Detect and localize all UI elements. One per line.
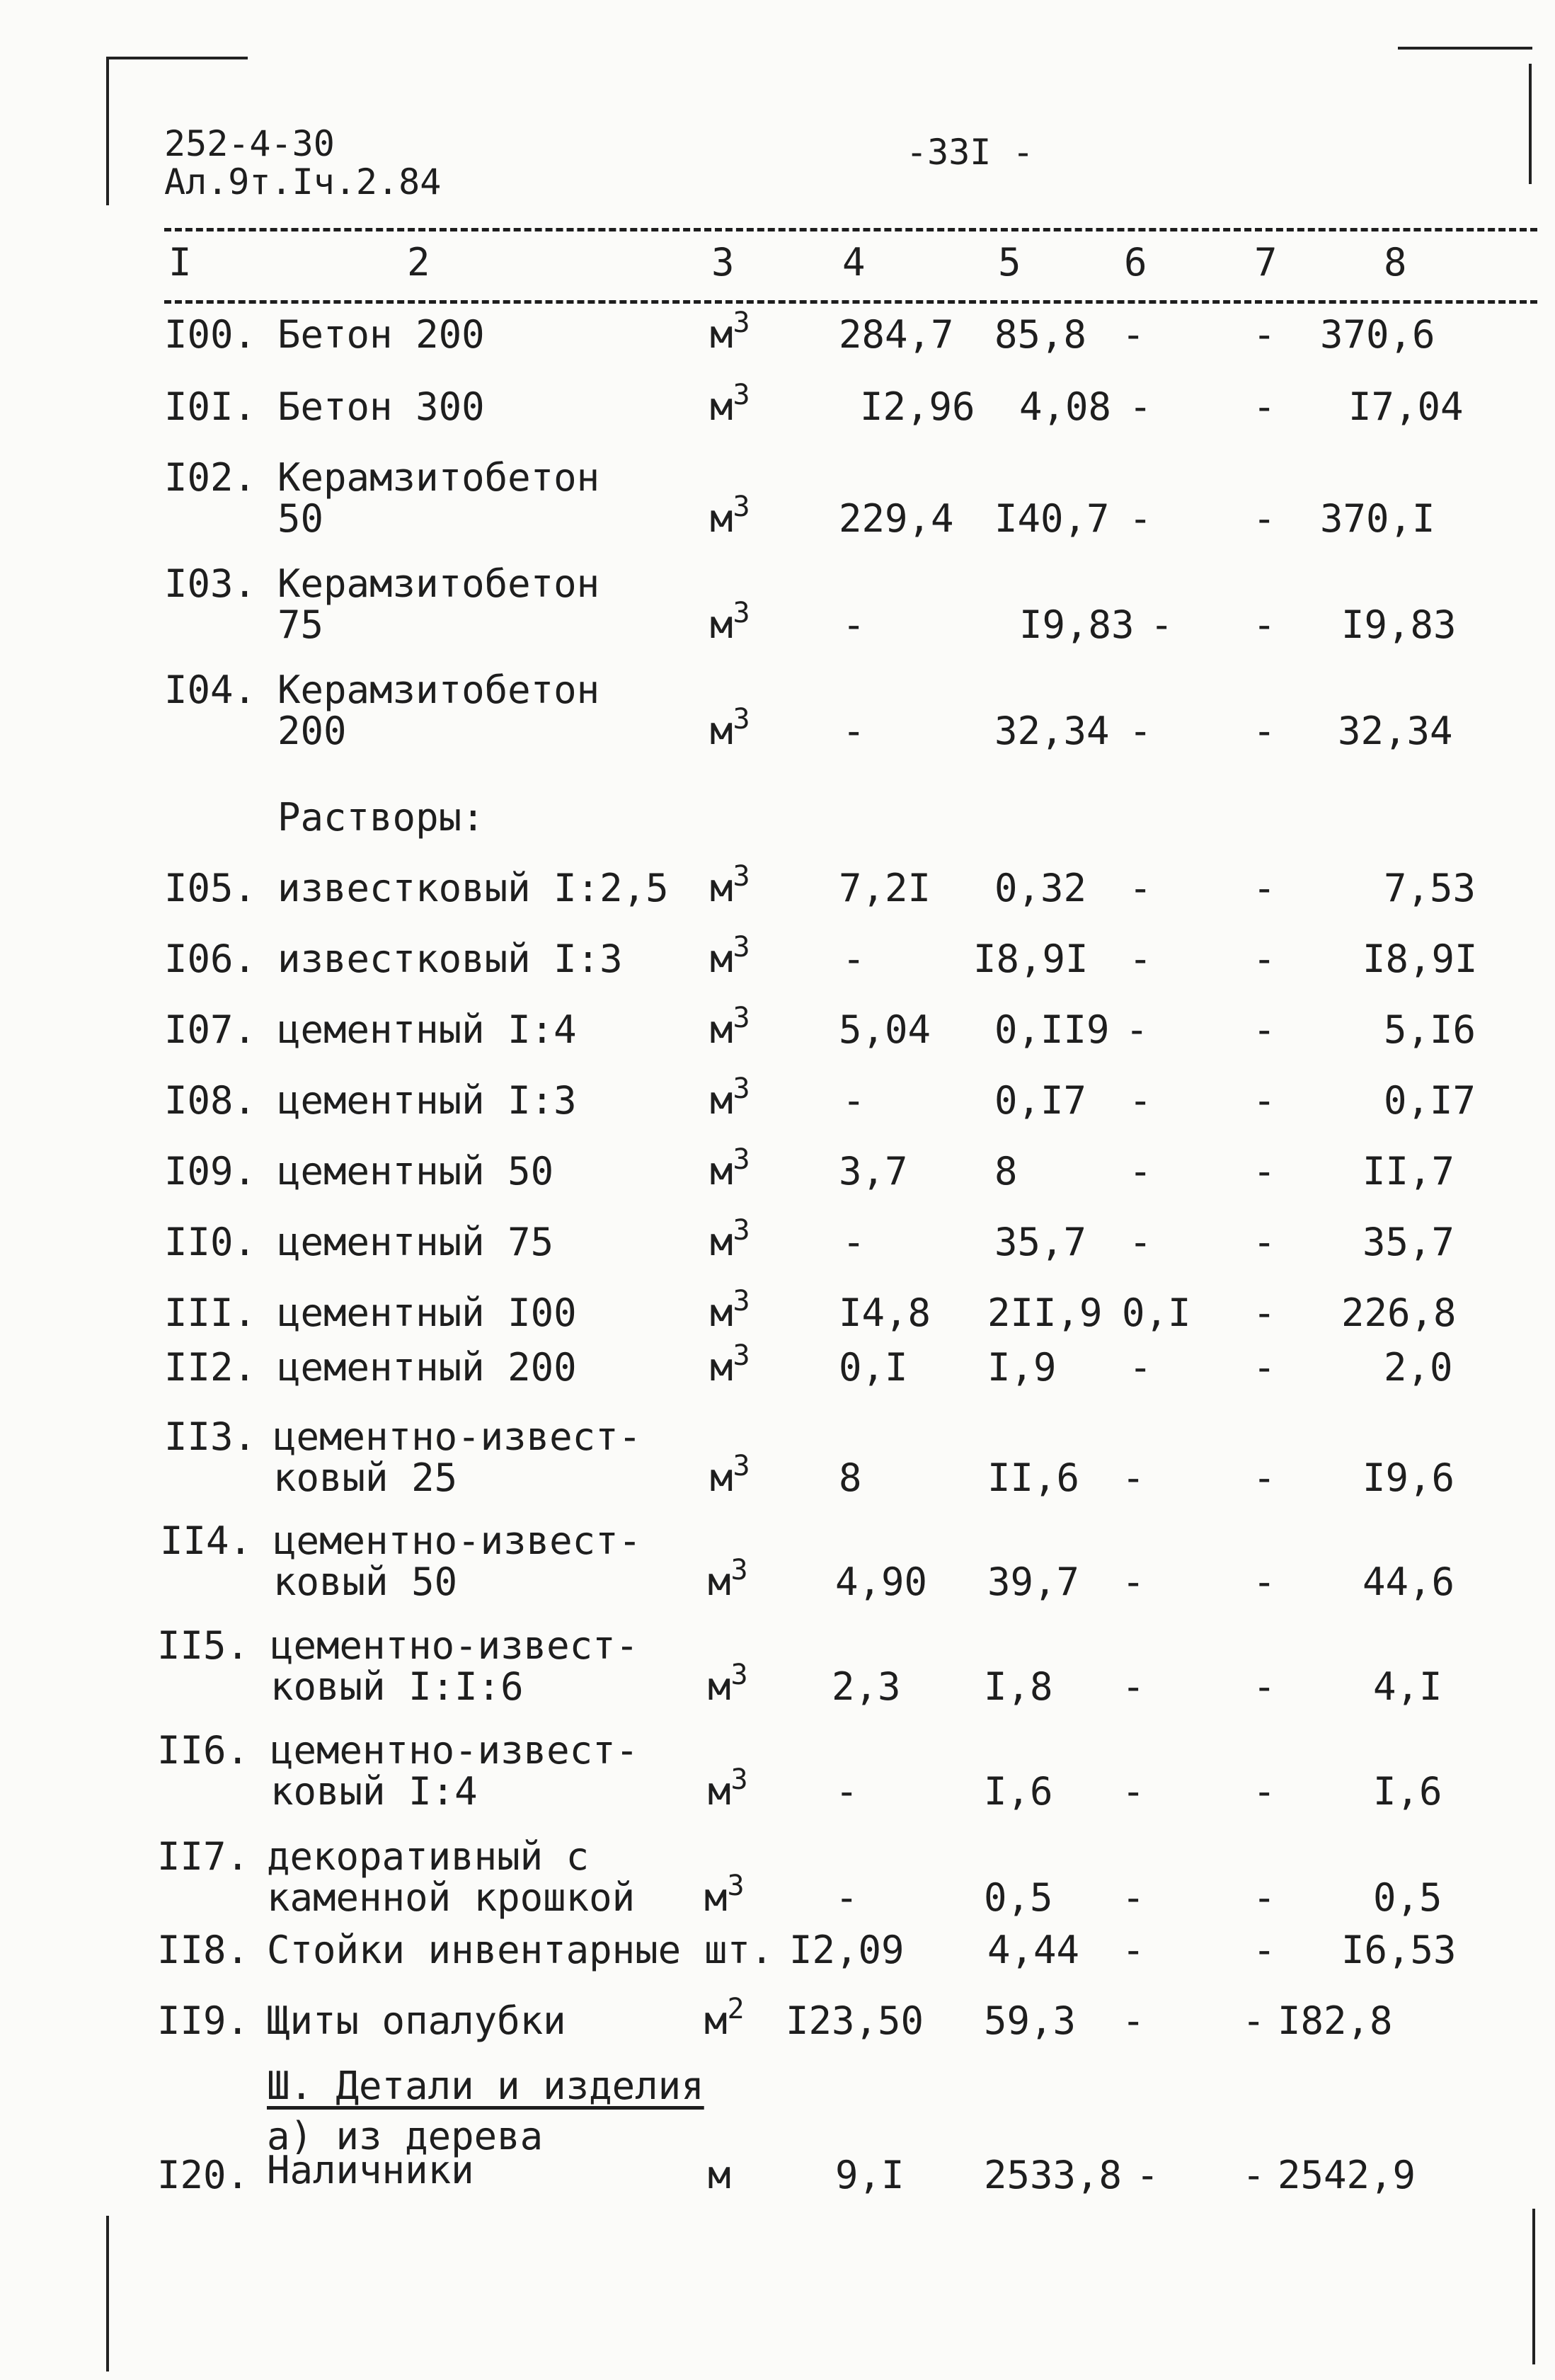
unit: $м^3$ [710,379,750,429]
row-number: II6. [157,1728,250,1773]
col-8-total: II,7 [1362,1149,1455,1194]
material-name: цементный I:3 [277,1078,577,1123]
col-6-value: - [1122,1928,1145,1972]
material-name: Бетон 300 [277,384,485,429]
document-code: 252-4-30 [164,123,335,164]
col-4-value: 0,I [839,1345,908,1390]
col-8-total: 0,I7 [1384,1078,1476,1123]
col-7-value: - [1253,496,1276,541]
col-7-value: - [1242,2153,1266,2197]
col-6-value: - [1129,937,1152,981]
col-4-value: - [842,1078,866,1123]
unit: $м^3$ [710,597,750,647]
unit: $м^3$ [710,307,750,357]
col-4-value: - [842,709,866,753]
col-8-total: I82,8 [1278,1998,1393,2043]
column-header: 8 [1384,240,1407,285]
unit: $м^3$ [710,1072,750,1123]
col-5-value: 4,08 [1019,384,1112,429]
row-number: I03. [164,561,257,606]
col-7-value: - [1253,709,1276,753]
frame-top-right-border [1398,47,1532,50]
col-6-value: - [1129,1220,1152,1264]
col-4-value: I4,8 [839,1291,931,1335]
col-7-value: - [1253,1078,1276,1123]
col-8-total: I9,83 [1341,602,1457,647]
col-5-value: 59,3 [984,1998,1077,2043]
unit: $м^3$ [710,1002,750,1052]
col-4-value: 2,3 [832,1664,901,1709]
unit: $м^3$ [710,491,750,541]
album-reference: Ал.9т.Iч.2.84 [164,161,442,202]
col-8-total: I8,9I [1362,937,1478,981]
col-6-value: - [1125,1007,1149,1052]
col-5-value: 0,I7 [994,1078,1087,1123]
unit: $м^3$ [710,703,750,753]
col-7-value: - [1253,312,1276,357]
col-6-value: - [1122,1455,1145,1500]
col-4-value: I23,50 [786,1998,924,2043]
col-5-value: 4,44 [987,1928,1080,1972]
col-8-total: I9,6 [1362,1455,1455,1500]
row-number: II4. [160,1518,253,1563]
col-6-value: - [1150,602,1174,647]
col-4-value: - [842,602,866,647]
col-7-value: - [1253,1928,1276,1972]
material-name: цементный 200 [277,1345,577,1390]
col-4-value: 8 [839,1455,862,1500]
material-name: Бетон 200 [277,312,485,357]
unit: $м^3$ [710,1214,750,1264]
column-header: I [168,240,192,285]
col-7-value: - [1253,1007,1276,1052]
col-4-value: 5,04 [839,1007,931,1052]
unit: $м^3$ [708,1763,748,1814]
material-name: известковый I:2,5 [277,866,669,910]
column-header: 3 [711,240,735,285]
col-6-value: - [1129,384,1152,429]
row-number: I09. [164,1149,257,1194]
col-7-value: - [1242,1998,1266,2043]
row-number: I0I. [164,384,257,429]
col-4-value: 3,7 [839,1149,908,1194]
row-number: II0. [164,1220,257,1264]
col-5-value: I40,7 [994,496,1110,541]
col-5-value: 35,7 [994,1220,1087,1264]
col-6-value: - [1122,312,1145,357]
col-6-value: - [1129,709,1152,753]
header-bottom-rule [164,300,1537,304]
frame-left-bottom-border [106,2216,109,2372]
col-5-value: 0,II9 [994,1007,1110,1052]
col-5-value: 32,34 [994,709,1110,753]
material-name: Керамзитобетон 50 [277,455,600,541]
column-header: 4 [842,240,866,285]
col-7-value: - [1253,1220,1276,1264]
col-8-total: 226,8 [1341,1291,1457,1335]
col-7-value: - [1253,1149,1276,1194]
material-name: цементно-извест- ковый I:I:6 [270,1623,639,1709]
col-6-value: - [1129,1149,1152,1194]
col-5-value: I9,83 [1019,602,1135,647]
col-8-total: 35,7 [1362,1220,1455,1264]
material-name: Стойки инвентарные [267,1928,682,1972]
row-number: I20. [157,2153,250,2197]
material-name: известковый I:3 [277,937,623,981]
col-6-value: - [1129,496,1152,541]
row-number: I02. [164,455,257,500]
unit: $м^3$ [710,931,750,981]
section-heading: Ш. Детали и изделия [267,2064,704,2108]
col-8-total: I,6 [1373,1769,1442,1814]
material-name: цементно-извест- ковый I:4 [270,1728,639,1814]
material-name: декоративный с каменной крошкой [267,1834,636,1920]
column-header: 2 [407,240,430,285]
col-8-total: 2,0 [1384,1345,1453,1390]
column-header: 6 [1124,240,1147,285]
col-7-value: - [1253,1560,1276,1604]
col-5-value: I,6 [984,1769,1053,1814]
col-4-value: - [842,937,866,981]
col-4-value: 229,4 [839,496,954,541]
row-number: I07. [164,1007,257,1052]
col-7-value: - [1253,1769,1276,1814]
col-7-value: - [1253,937,1276,981]
col-4-value: 4,90 [835,1560,928,1604]
unit: $м^3$ [710,1143,750,1194]
col-4-value: - [842,1220,866,1264]
col-6-value: - [1122,1875,1145,1920]
column-header: 7 [1254,240,1278,285]
col-5-value: I8,9I [973,937,1089,981]
row-number: I04. [164,668,257,712]
col-7-value: - [1253,1875,1276,1920]
frame-right-border [1529,64,1532,184]
col-8-total: I7,04 [1348,384,1464,429]
row-number: I05. [164,866,257,910]
col-7-value: - [1253,602,1276,647]
col-6-value: - [1122,1998,1145,2043]
col-4-value: I2,09 [789,1928,905,1972]
col-8-total: 5,I6 [1384,1007,1476,1052]
col-8-total: 44,6 [1362,1560,1455,1604]
col-6-value: - [1122,1769,1145,1814]
row-number: II7. [157,1834,250,1879]
col-5-value: 85,8 [994,312,1087,357]
row-number: I00. [164,312,257,357]
material-name: Керамзитобетон 75 [277,561,600,647]
col-6-value: - [1136,2153,1159,2197]
frame-right-bottom-border [1532,2209,1535,2364]
col-5-value: II,6 [987,1455,1080,1500]
page-number: -33I - [906,132,1034,173]
material-name: цементно-извест- ковый 25 [273,1414,642,1500]
col-7-value: - [1253,1455,1276,1500]
header-top-rule [164,228,1537,231]
material-name: цементно-извест- ковый 50 [273,1518,642,1604]
col-7-value: - [1253,1664,1276,1709]
unit: $м^3$ [708,1554,748,1604]
row-number: I08. [164,1078,257,1123]
col-4-value: 284,7 [839,312,954,357]
row-number: II8. [157,1928,250,1972]
col-8-total: 32,34 [1338,709,1453,753]
col-6-value: - [1129,1078,1152,1123]
unit: $м^3$ [708,1659,748,1709]
unit: $м^3$ [710,860,750,910]
col-8-total: 0,5 [1373,1875,1442,1920]
row-number: III. [164,1291,257,1335]
material-name: цементный 50 [277,1149,554,1194]
col-5-value: 0,32 [994,866,1087,910]
col-7-value: - [1253,1345,1276,1390]
col-6-value: - [1129,1345,1152,1390]
col-4-value: 9,I [835,2153,905,2197]
unit: $м^3$ [710,1285,750,1335]
col-8-total: 7,53 [1384,866,1476,910]
col-6-value: - [1122,1664,1145,1709]
row-number: II9. [157,1998,250,2043]
col-5-value: 39,7 [987,1560,1080,1604]
frame-top-border [106,57,248,59]
col-5-value: 0,5 [984,1875,1053,1920]
unit: $м^3$ [710,1339,750,1390]
col-8-total: 2542,9 [1278,2153,1416,2197]
col-6-value: - [1129,866,1152,910]
material-name: цементный 75 [277,1220,554,1264]
col-4-value: - [835,1769,859,1814]
col-8-total: 370,6 [1320,312,1435,357]
col-5-value: I,9 [987,1345,1057,1390]
unit: $м^3$ [704,1870,745,1920]
material-name: а) из дерева Наличники [267,2114,544,2192]
col-7-value: - [1253,1291,1276,1335]
col-4-value: I2,96 [860,384,975,429]
material-name: цементный I:4 [277,1007,577,1052]
row-number: II5. [157,1623,250,1668]
col-8-total: 370,I [1320,496,1435,541]
unit: м [708,2153,731,2197]
row-number: II3. [164,1414,257,1459]
section-heading: Растворы: [277,795,485,840]
unit: $м^3$ [710,1450,750,1500]
material-name: цементный I00 [277,1291,577,1335]
col-6-value: - [1122,1560,1145,1604]
column-header: 5 [998,240,1021,285]
col-5-value: 8 [994,1149,1018,1194]
col-4-value: 7,2I [839,866,931,910]
row-number: II2. [164,1345,257,1390]
unit: $м^2$ [704,1993,745,2043]
unit: шт. [704,1928,774,1972]
material-name: Керамзитобетон 200 [277,668,600,753]
col-4-value: - [835,1875,859,1920]
col-6-value: 0,I [1122,1291,1191,1335]
col-5-value: 2533,8 [984,2153,1123,2197]
material-name: Щиты опалубки [267,1998,566,2043]
col-5-value: I,8 [984,1664,1053,1709]
frame-left-border [106,57,109,205]
col-5-value: 2II,9 [987,1291,1103,1335]
row-number: I06. [164,937,257,981]
col-7-value: - [1253,866,1276,910]
col-7-value: - [1253,384,1276,429]
col-8-total: 4,I [1373,1664,1442,1709]
col-8-total: I6,53 [1341,1928,1457,1972]
